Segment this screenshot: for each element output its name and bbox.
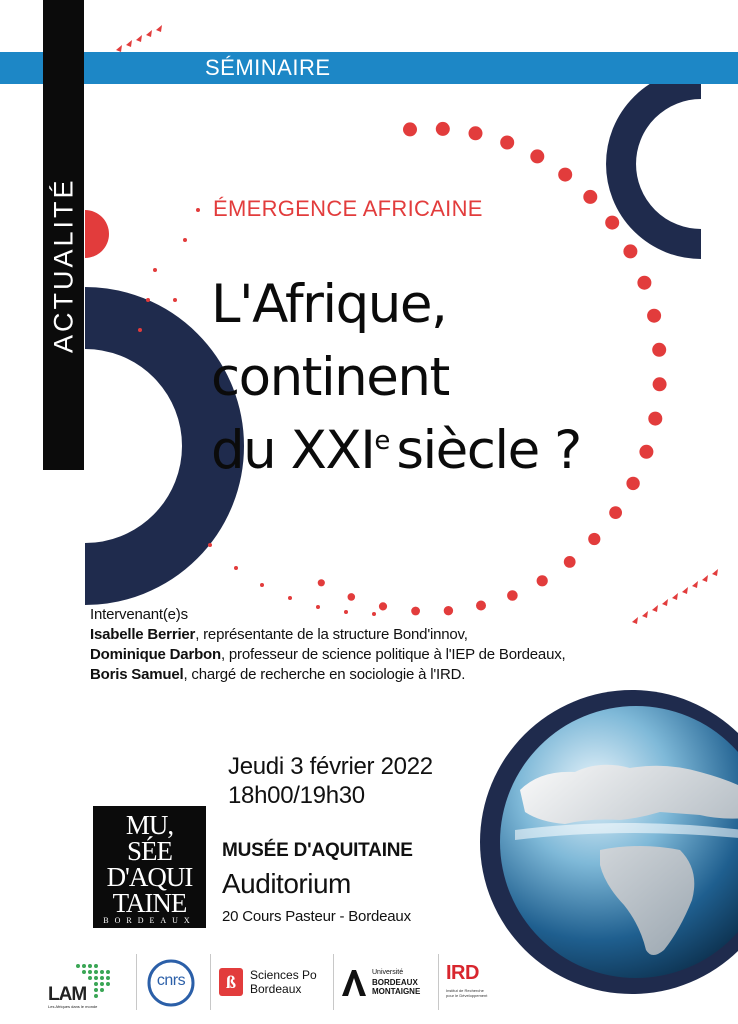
red-dot <box>196 208 200 212</box>
red-dot <box>609 506 622 519</box>
speaker-role: , professeur de science politique à l'IEP de Bordeaux, <box>220 646 566 663</box>
red-half-circle <box>85 210 109 258</box>
venue-name: MUSÉE D'AQUITAINE <box>222 840 413 861</box>
vertical-label: ACTUALITÉ <box>48 177 79 353</box>
red-dot <box>348 593 356 601</box>
lam-label: LAM <box>48 984 87 1005</box>
cnrs-logo <box>146 958 196 1008</box>
logo-separator <box>438 954 439 1010</box>
speakers-block <box>90 605 610 685</box>
red-dot <box>138 328 142 332</box>
red-dot <box>537 575 548 586</box>
red-dot <box>436 122 450 136</box>
logo-separator <box>136 954 137 1010</box>
ird-label: IRD <box>446 962 479 984</box>
speaker-name: Dominique Darbon <box>90 646 221 663</box>
event-date: Jeudi 3 février 2022 <box>228 753 433 780</box>
red-dot <box>469 126 483 140</box>
lam-tagline: Les Afriques dans le monde <box>48 1004 98 1009</box>
red-dot <box>588 533 600 545</box>
ird-tagline: pour le Développement <box>446 993 488 998</box>
speaker-item <box>90 625 610 645</box>
ubm-line2: BORDEAUX <box>372 978 418 987</box>
speaker-role: , chargé de recherche en sociologie à l'IRD. <box>183 666 466 683</box>
lam-logo <box>48 962 128 1008</box>
ubm-logo <box>340 966 440 1002</box>
musee-aquitaine-logo <box>93 806 206 928</box>
red-dot <box>318 579 325 586</box>
red-triangle-strip-right <box>632 569 718 624</box>
cnrs-label: cnrs <box>156 972 186 989</box>
ubm-line1: Université <box>372 969 404 976</box>
kicker: ÉMERGENCE AFRICAINE <box>213 196 483 221</box>
sciencespo-line1: Sciences Po <box>250 968 317 982</box>
red-dot <box>500 136 514 150</box>
title-line-2: continent <box>211 347 449 408</box>
speaker-name: Boris Samuel <box>90 666 184 683</box>
red-dot <box>403 122 417 136</box>
logo-separator <box>333 954 334 1010</box>
museum-logo-line: TAINE <box>112 888 187 918</box>
ird-tagline: Institut de Recherche <box>446 988 484 993</box>
red-dot <box>623 244 637 258</box>
title-line-3-post: siècle ? <box>396 420 581 481</box>
logo-separator <box>210 954 211 1010</box>
navy-arc-left <box>85 318 213 574</box>
speakers-heading: Intervenant(e)s <box>90 606 188 623</box>
red-dot <box>605 216 619 230</box>
event-time: 18h00/19h30 <box>228 782 365 809</box>
red-dot <box>173 298 177 302</box>
ubm-line3: MONTAIGNE <box>372 987 421 996</box>
speaker-role: , représentante de la structure Bond'innov, <box>195 626 468 643</box>
title-line-3-pre: du XXI <box>211 420 375 481</box>
red-dot <box>234 566 238 570</box>
red-dot <box>208 543 212 547</box>
title-line-3 <box>211 414 731 487</box>
red-dot <box>564 556 576 568</box>
red-triangle-strip-top <box>116 25 162 52</box>
title-line-1: L'Afrique, <box>211 274 447 335</box>
speaker-name: Isabelle Berrier <box>90 626 196 643</box>
museum-logo-line: D'AQUI <box>106 862 193 892</box>
venue-address: 20 Cours Pasteur - Bordeaux <box>222 908 411 925</box>
red-dot <box>507 590 518 601</box>
museum-logo-line: SÉE <box>126 836 172 866</box>
ird-logo <box>446 962 506 1006</box>
sciencespo-badge-icon: ß <box>219 968 243 996</box>
museum-logo-line: MU, <box>125 810 174 840</box>
title-sup: e <box>374 426 391 457</box>
red-dot <box>558 168 572 182</box>
red-dot <box>583 190 597 204</box>
sciencespo-logo <box>219 966 331 1002</box>
red-dot <box>153 268 157 272</box>
page-title <box>211 268 731 487</box>
speaker-item <box>90 645 610 665</box>
museum-logo-sub: BORDEAUX <box>103 916 196 925</box>
ubm-a-icon <box>340 968 368 998</box>
red-dot <box>183 238 187 242</box>
red-dot <box>146 298 150 302</box>
seminar-band <box>0 52 738 84</box>
sciencespo-line2: Bordeaux <box>250 982 302 996</box>
red-dot <box>260 583 264 587</box>
red-dot <box>288 596 292 600</box>
event-datetime <box>228 752 433 810</box>
seminar-label: SÉMINAIRE <box>205 55 331 80</box>
venue-room: Auditorium <box>222 868 351 899</box>
speaker-item <box>90 665 610 685</box>
navy-arc-top-right <box>621 84 701 244</box>
red-dot <box>530 149 544 163</box>
